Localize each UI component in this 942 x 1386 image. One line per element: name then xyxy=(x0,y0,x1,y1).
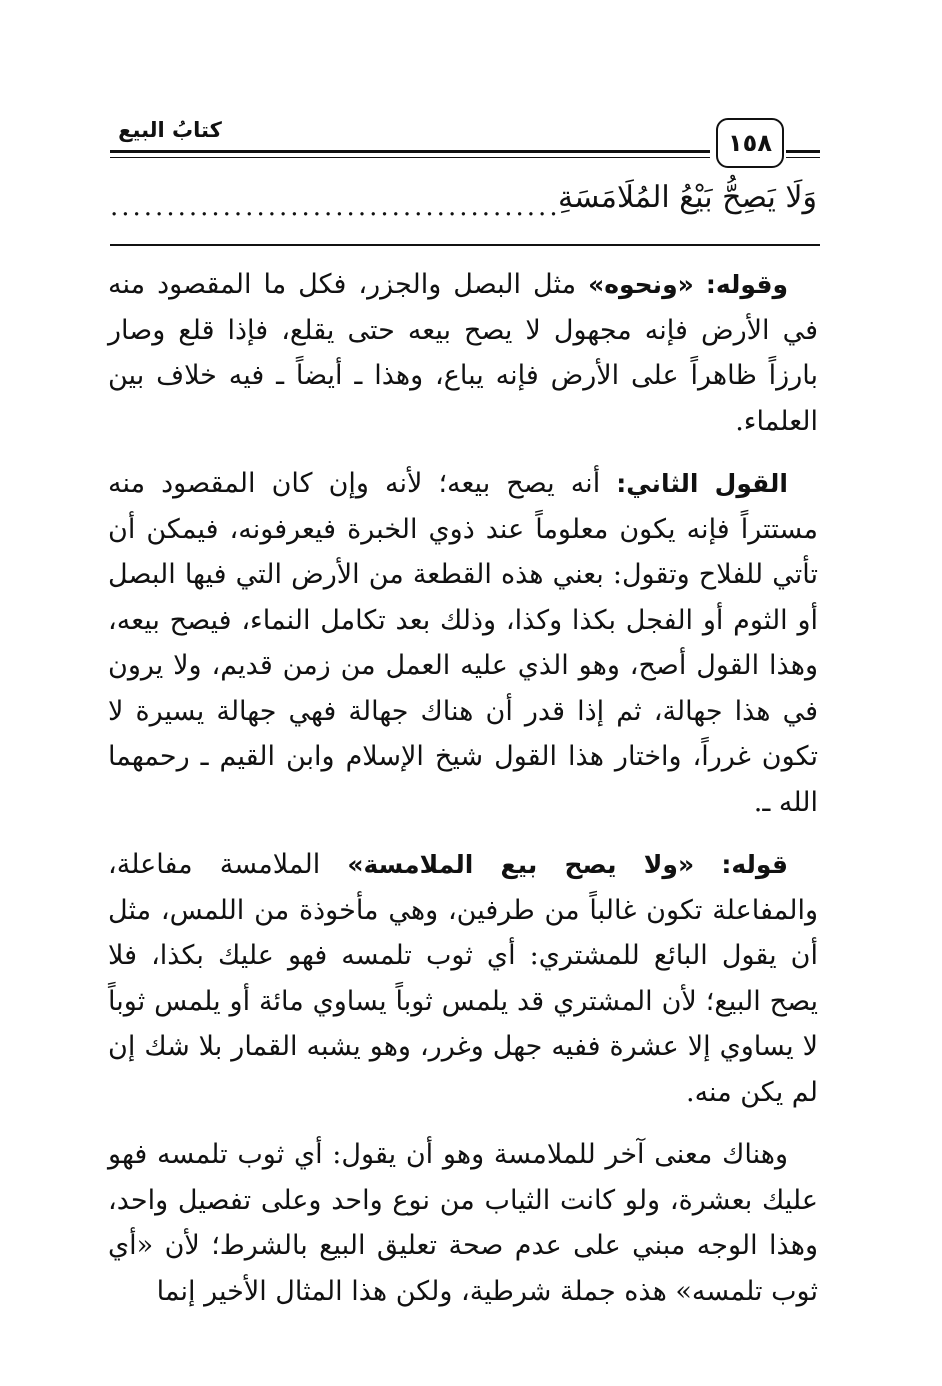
header-rule-right-bottom xyxy=(786,157,820,158)
paragraph-lead: القول الثاني: xyxy=(616,469,788,498)
matn-separator xyxy=(110,244,820,246)
paragraph-text: أنه يصح بيعه؛ لأنه وإن كان المقصود منه مستتراً فإنه يكون معلوماً عند ذوي الخبرة فيعرفونه، فيمكن أن تأتي للفلاح وتقول: بعني هذه القطعة من الأرض التي فيها البصل أو الثوم أو الفجل بكذا وكذا، وذلك بعد تكامل النماء، فيصح بيعه، وهذا القول أصح، وهو الذي عليه العمل من زمن قديم، ولا يرون في هذا جهالة، ثم إذا قدر أن هناك جهالة فهي جهالة يسيرة لا تكون غرراً، واختار هذا القول شيخ الإسلام وابن القيم ـ رحمهما الله ـ. xyxy=(108,468,818,818)
paragraph xyxy=(108,1132,818,1314)
header-rule-right-top xyxy=(786,150,820,153)
paragraph-lead: قوله: «ولا يصح بيع الملامسة» xyxy=(347,850,788,879)
paragraph-text: الملامسة مفاعلة، والمفاعلة تكون غالباً من طرفين، وهي مأخوذة من اللمس، مثل أن يقول البائع للمشتري: أي ثوب تلمسه فهو عليك بكذا، فلا يصح البيع؛ لأن المشتري قد يلمس ثوباً يساوي مائة أو يلمس ثوباً لا يساوي إلا عشرة ففيه جهل وغرر، وهو يشبه القمار بلا شك إن لم يكن منه. xyxy=(108,849,818,1108)
commentary-body xyxy=(108,262,818,1331)
paragraph xyxy=(108,842,818,1115)
paragraph xyxy=(108,461,818,825)
header-rule-left-top xyxy=(110,150,710,153)
paragraph-text: وهناك معنى آخر للملامسة وهو أن يقول: أي ثوب تلمسه فهو عليك بعشرة، ولو كانت الثياب من نوع واحد وعلى تفصيل واحد، وهذا الوجه مبني على عدم صحة تعليق البيع بالشرط؛ لأن «أي ثوب تلمسه» هذه جملة شرطية، ولكن هذا المثال الأخير إنما xyxy=(108,1139,818,1307)
header-rule-left-bottom xyxy=(110,157,710,158)
paragraph xyxy=(108,262,818,444)
paragraph-text: مثل البصل والجزر، فكل ما المقصود منه في الأرض فإنه مجهول لا يصح بيعه حتى يقلع، فإذا قلع وصار بارزاً ظاهراً على الأرض فإنه يباع، وهذا ـ أيضاً ـ فيه خلاف بين العلماء. xyxy=(108,269,818,437)
matn-heading: وَلَا يَصِحُّ بَيْعُ المُلَامَسَةِ xyxy=(558,180,817,215)
page-header xyxy=(0,0,942,260)
book-title: كتابُ البيع xyxy=(118,118,222,142)
page-number: ١٥٨ xyxy=(716,118,784,168)
paragraph-lead: وقوله: «ونحوه» xyxy=(588,270,789,299)
matn-dots: ........................................ xyxy=(110,192,561,222)
